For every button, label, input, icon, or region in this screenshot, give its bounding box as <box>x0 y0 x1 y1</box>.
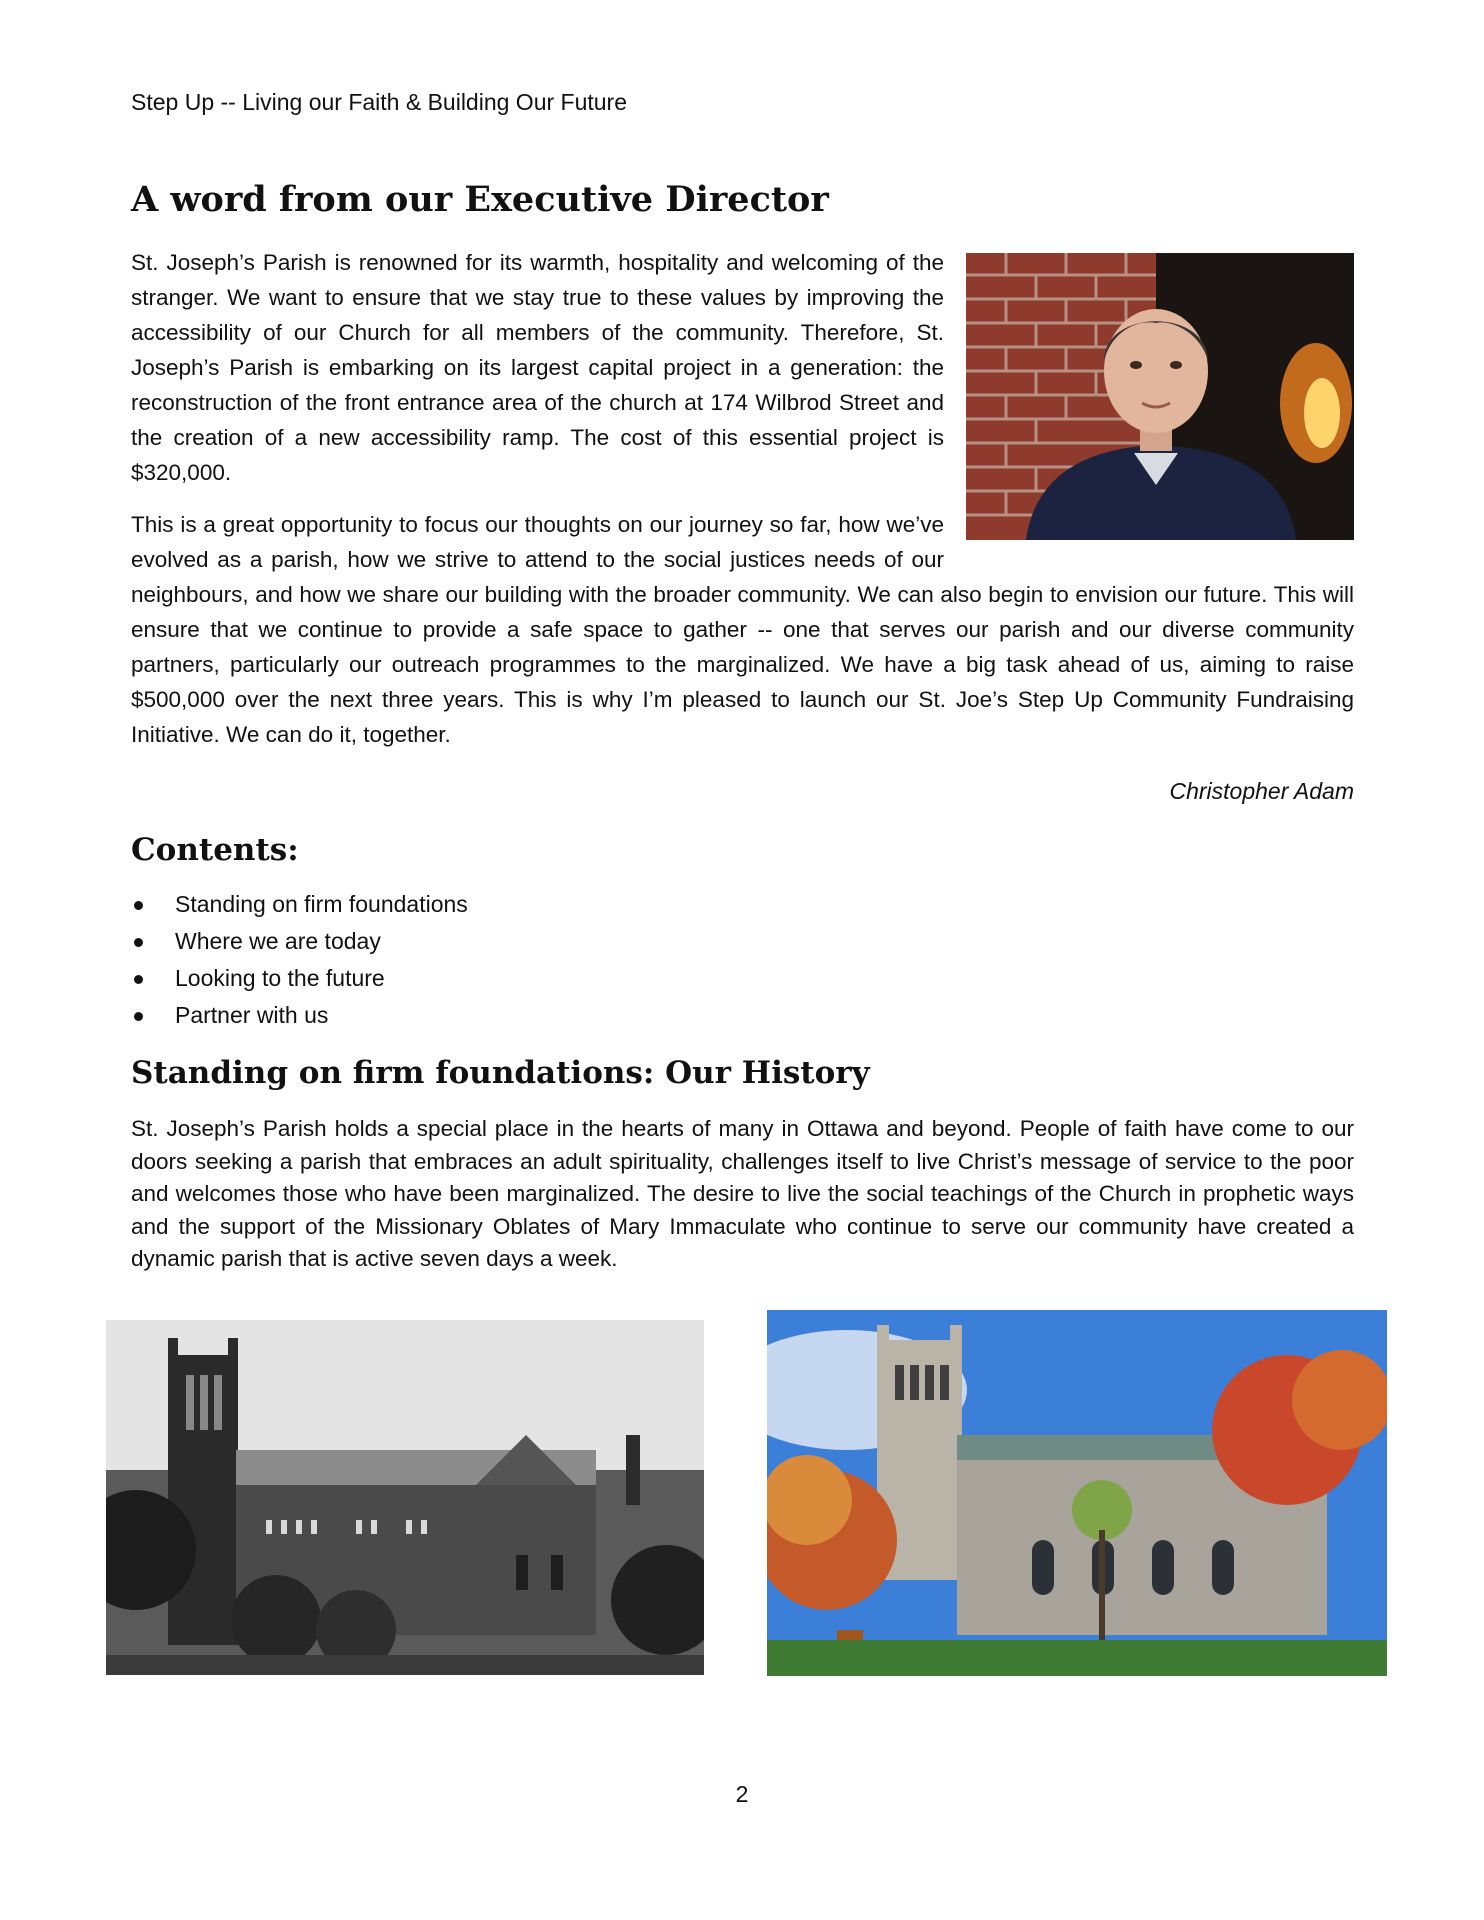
director-paragraph-2: This is a great opportunity to focus our thoughts on our journey so far, how we’ve evolved as a parish, how we strive to attend to the social justices needs of our neighbours, and how we share our building with the broader community. We can also begin to envision our future. This will ensure that we continue to provide a safe space to gather -- one that serves our parish and our diverse community partners, particularly our outreach programmes to the marginalized. We have a big task ahead of us, aiming to raise $500,000 over the next three years. This is why I’m pleased to launch our St. Joe’s Step Up Community Fundraising Initiative. We can do it, together. <box>131 512 1354 747</box>
historic-church-photo <box>106 1320 704 1675</box>
bullet-icon <box>134 901 143 910</box>
contents-item-label: Where we are today <box>175 928 381 954</box>
list-item <box>131 923 468 960</box>
director-paragraph-1: St. Joseph’s Parish is renowned for its warmth, hospitality and welcoming of the stranger. We want to ensure that we stay true to these values by improving the accessibility of our Church for all members of the community. Therefore, St. Joseph’s Parish is embarking on its largest capital project in a generation: the reconstruction of the front entrance area of the church at 174 Wilbrod Street and the creation of a new accessibility ramp. The cost of this essential project is $320,000. <box>131 250 944 485</box>
page-number: 2 <box>735 1781 749 1807</box>
history-paragraph: St. Joseph’s Parish holds a special place in the hearts of many in Ottawa and beyond. People of faith have come to our doors seeking a parish that embraces an adult spirituality, challenges itself to live Christ’s message of service to the poor and welcomes those who have been marginalized. The desire to live the social teachings of the Church in prophetic ways and the support of the Missionary Oblates of Mary Immaculate who continue to serve our community have created a dynamic parish that is active seven days a week. <box>131 1116 1354 1271</box>
director-photo <box>966 253 1354 540</box>
bullet-icon <box>134 975 143 984</box>
list-item <box>131 960 468 997</box>
contents-item-label: Looking to the future <box>175 965 385 991</box>
contents-item-label: Partner with us <box>175 1002 329 1028</box>
director-section <box>131 245 1354 752</box>
list-item <box>131 997 468 1034</box>
director-heading: A word from our Executive Director <box>131 179 829 220</box>
contents-item-label: Standing on firm foundations <box>175 891 468 917</box>
contents-heading: Contents: <box>131 832 299 868</box>
modern-church-photo <box>767 1310 1387 1676</box>
signature: Christopher Adam <box>1169 778 1354 804</box>
bullet-icon <box>134 1012 143 1021</box>
running-header: Step Up -- Living our Faith & Building Our Future <box>131 89 628 115</box>
bullet-icon <box>134 938 143 947</box>
history-heading: Standing on firm foundations: Our History <box>131 1055 870 1091</box>
list-item <box>131 886 468 923</box>
contents-list <box>131 886 468 1034</box>
